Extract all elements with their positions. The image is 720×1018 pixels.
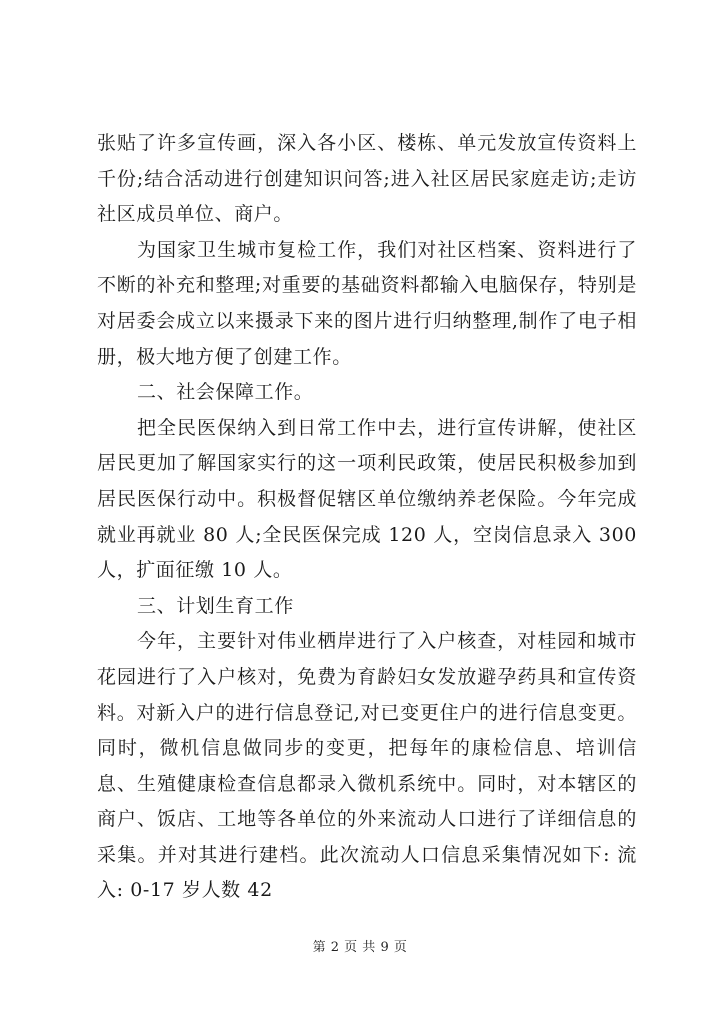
page-number-footer: 第 2 页 共 9 页 <box>312 940 408 955</box>
paragraph-propaganda-continued: 张贴了许多宣传画，深入各小区、楼栋、单元发放宣传资料上千份;结合活动进行创建知识问答;进入社区居民家庭走访;走访社区成员单位、商户。 <box>97 132 637 226</box>
document-body <box>97 126 637 909</box>
heading-social-security: 二、社会保障工作。 <box>137 381 314 404</box>
paragraph-family-planning: 今年，主要针对伟业栖岸进行了入户核查，对桂园和城市花园进行了入户核对，免费为育龄妇女发放避孕药具和宣传资料。对新入户的进行信息登记,对已变更住户的进行信息变更。同时，微机信息做同步的变更，把每年的康检信息、培训信息、生殖健康检查信息都录入微机系统中。同时，对本辖区的商户、饭店、工地等各单位的外来流动人口进行了详细信息的采集。并对其进行建档。此次流动人口信息采集情况如下: 流入: 0-17 岁人数 42 <box>97 630 637 902</box>
heading-family-planning: 三、计划生育工作 <box>137 594 294 617</box>
paragraph-social-security: 把全民医保纳入到日常工作中去，进行宣传讲解，使社区居民更加了解国家实行的这一项利民政策，使居民积极参加到居民医保行动中。积极督促辖区单位缴纳养老保险。今年完成就业再就业 80 人;全民医保完成 120 人，空岗信息录入 300 人，扩面征缴 10 人。 <box>97 416 637 582</box>
paragraph-sanitation-archives: 为国家卫生城市复检工作，我们对社区档案、资料进行了不断的补充和整理;对重要的基础资料都输入电脑保存，特别是对居委会成立以来摄录下来的图片进行归纳整理,制作了电子相册，极大地方便了创建工作。 <box>97 238 637 368</box>
